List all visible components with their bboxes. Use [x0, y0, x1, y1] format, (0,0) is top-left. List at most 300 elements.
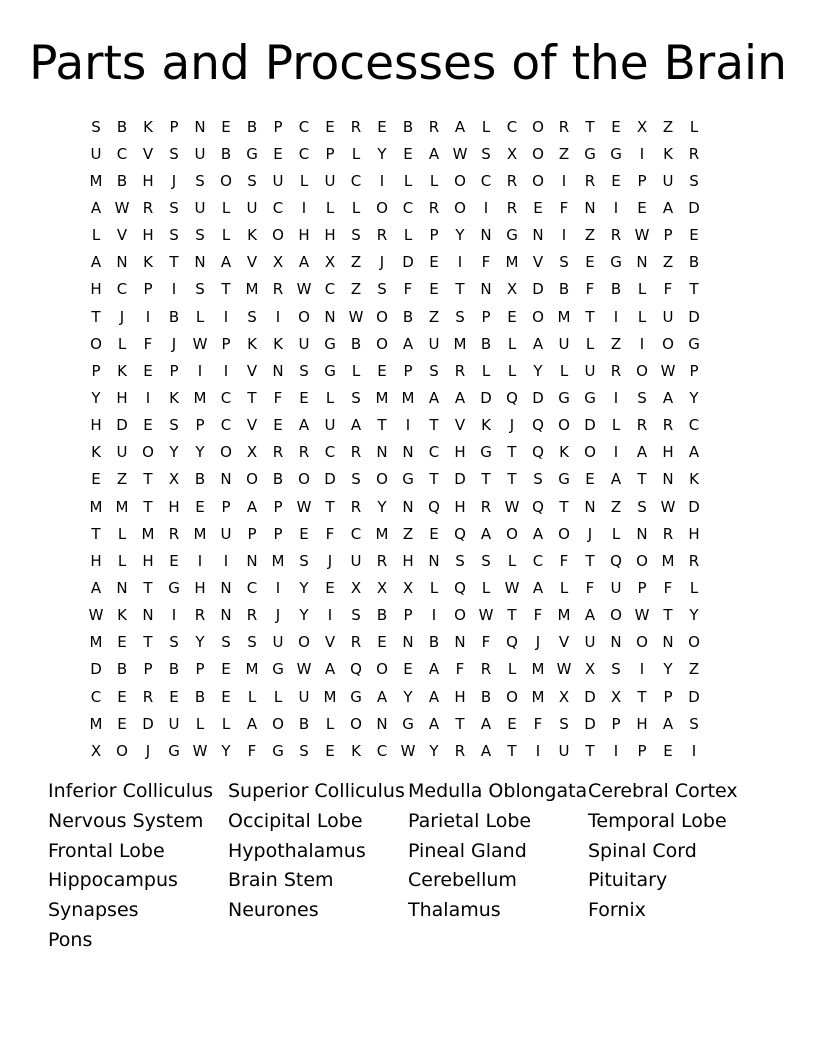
- word-bank-item: Pons: [48, 928, 93, 951]
- grid-letter: A: [662, 388, 674, 407]
- grid-letter: O: [298, 307, 310, 326]
- grid-letter: E: [585, 470, 595, 489]
- grid-row: [83, 602, 733, 629]
- grid-letter: S: [481, 551, 491, 570]
- grid-letter: M: [89, 171, 103, 190]
- grid-letter: C: [688, 416, 700, 435]
- grid-letter: N: [142, 606, 154, 625]
- grid-letter: M: [531, 660, 545, 679]
- grid-letter: A: [428, 388, 440, 407]
- grid-letter: D: [532, 280, 544, 299]
- grid-letter: I: [613, 388, 619, 407]
- grid-letter: S: [481, 144, 491, 163]
- grid-letter: H: [168, 497, 180, 516]
- grid-letter: L: [299, 171, 309, 190]
- grid-letter: E: [325, 741, 335, 760]
- grid-letter: C: [428, 443, 440, 462]
- grid-letter: I: [223, 551, 229, 570]
- grid-letter: S: [455, 307, 465, 326]
- grid-letter: U: [324, 416, 336, 435]
- grid-letter: E: [91, 470, 101, 489]
- grid-letter: P: [143, 280, 153, 299]
- grid-letter: D: [688, 497, 700, 516]
- grid-letter: N: [324, 307, 336, 326]
- grid-letter: T: [585, 117, 595, 136]
- grid-letter: V: [454, 416, 466, 435]
- grid-letter: B: [220, 144, 232, 163]
- grid-letter: X: [272, 253, 284, 272]
- grid-row: [83, 357, 733, 384]
- grid-row: [83, 629, 733, 656]
- grid-row: [83, 276, 733, 303]
- grid-letter: U: [194, 144, 206, 163]
- grid-letter: N: [532, 226, 544, 245]
- grid-letter: O: [584, 443, 596, 462]
- grid-letter: K: [351, 741, 361, 760]
- grid-letter: K: [481, 416, 491, 435]
- grid-letter: X: [610, 687, 622, 706]
- grid-letter: S: [169, 226, 179, 245]
- grid-letter: E: [403, 144, 413, 163]
- grid-letter: O: [454, 606, 466, 625]
- grid-letter: G: [610, 144, 622, 163]
- grid-letter: M: [557, 307, 571, 326]
- grid-letter: X: [324, 253, 336, 272]
- grid-letter: P: [637, 578, 647, 597]
- grid-letter: O: [220, 443, 232, 462]
- grid-letter: U: [246, 198, 258, 217]
- grid-letter: O: [532, 307, 544, 326]
- grid-letter: E: [273, 416, 283, 435]
- grid-letter: J: [171, 334, 177, 353]
- grid-letter: Y: [195, 633, 205, 652]
- grid-letter: M: [141, 524, 155, 543]
- grid-letter: S: [559, 714, 569, 733]
- grid-letter: D: [90, 660, 102, 679]
- grid-letter: B: [402, 307, 414, 326]
- grid-letter: I: [613, 307, 619, 326]
- grid-letter: P: [169, 361, 179, 380]
- grid-letter: T: [143, 497, 153, 516]
- grid-letter: G: [558, 470, 570, 489]
- grid-letter: X: [584, 660, 596, 679]
- grid-letter: G: [350, 687, 362, 706]
- grid-letter: Q: [454, 578, 466, 597]
- grid-letter: H: [324, 226, 336, 245]
- grid-row: [83, 113, 733, 140]
- grid-letter: S: [351, 470, 361, 489]
- grid-letter: A: [90, 198, 102, 217]
- grid-letter: H: [298, 226, 310, 245]
- grid-letter: U: [168, 714, 180, 733]
- grid-letter: S: [637, 497, 647, 516]
- grid-letter: E: [299, 388, 309, 407]
- grid-letter: D: [688, 687, 700, 706]
- grid-letter: D: [454, 470, 466, 489]
- grid-letter: Z: [688, 660, 700, 679]
- grid-letter: K: [273, 334, 283, 353]
- grid-letter: S: [195, 280, 205, 299]
- grid-row: [83, 439, 733, 466]
- grid-letter: Y: [689, 606, 699, 625]
- grid-letter: R: [246, 606, 258, 625]
- grid-letter: L: [481, 578, 491, 597]
- grid-letter: E: [637, 198, 647, 217]
- grid-letter: U: [298, 687, 310, 706]
- word-bank-item: Hypothalamus: [228, 839, 366, 862]
- grid-letter: C: [220, 388, 232, 407]
- grid-letter: N: [116, 578, 128, 597]
- grid-letter: N: [194, 253, 206, 272]
- grid-letter: S: [169, 144, 179, 163]
- grid-letter: G: [324, 334, 336, 353]
- grid-letter: S: [169, 633, 179, 652]
- grid-letter: L: [403, 226, 413, 245]
- grid-letter: K: [247, 334, 257, 353]
- grid-letter: H: [90, 416, 102, 435]
- grid-letter: H: [142, 551, 154, 570]
- grid-row: [83, 493, 733, 520]
- grid-letter: E: [507, 714, 517, 733]
- grid-letter: K: [169, 388, 179, 407]
- grid-letter: N: [402, 497, 414, 516]
- grid-letter: A: [428, 660, 440, 679]
- grid-letter: M: [245, 280, 259, 299]
- word-bank-item: Frontal Lobe: [48, 839, 165, 862]
- grid-letter: E: [221, 660, 231, 679]
- grid-letter: F: [247, 741, 257, 760]
- grid-letter: F: [559, 551, 569, 570]
- grid-letter: S: [377, 280, 387, 299]
- grid-letter: Q: [532, 443, 544, 462]
- grid-letter: T: [559, 497, 569, 516]
- grid-letter: Z: [662, 117, 674, 136]
- grid-letter: O: [272, 714, 284, 733]
- grid-letter: S: [299, 361, 309, 380]
- grid-letter: P: [221, 497, 231, 516]
- grid-letter: R: [480, 660, 492, 679]
- word-bank-item: Inferior Colliculus: [48, 780, 214, 802]
- grid-letter: F: [533, 714, 543, 733]
- grid-letter: E: [533, 198, 543, 217]
- grid-letter: C: [402, 198, 414, 217]
- grid-letter: O: [246, 470, 258, 489]
- grid-letter: M: [401, 388, 415, 407]
- grid-letter: W: [88, 606, 104, 625]
- grid-letter: C: [298, 144, 310, 163]
- grid-letter: P: [481, 307, 491, 326]
- grid-letter: Y: [195, 443, 205, 462]
- grid-letter: J: [379, 253, 385, 272]
- grid-letter: T: [507, 741, 517, 760]
- grid-letter: R: [610, 226, 622, 245]
- grid-letter: T: [507, 443, 517, 462]
- grid-letter: A: [454, 388, 466, 407]
- grid-letter: F: [481, 633, 491, 652]
- grid-letter: T: [377, 416, 387, 435]
- grid-letter: I: [431, 606, 437, 625]
- grid-letter: L: [429, 578, 439, 597]
- grid-letter: O: [688, 633, 700, 652]
- grid-letter: I: [639, 334, 645, 353]
- grid-letter: I: [327, 606, 333, 625]
- word-search-grid: [83, 113, 733, 764]
- grid-letter: Y: [169, 443, 179, 462]
- grid-letter: D: [688, 307, 700, 326]
- grid-letter: B: [168, 307, 180, 326]
- grid-letter: R: [272, 443, 284, 462]
- grid-letter: L: [637, 307, 647, 326]
- grid-letter: M: [323, 687, 337, 706]
- grid-letter: T: [585, 741, 595, 760]
- grid-letter: A: [428, 144, 440, 163]
- grid-letter: Y: [221, 741, 231, 760]
- grid-letter: L: [481, 117, 491, 136]
- grid-letter: U: [272, 633, 284, 652]
- grid-letter: L: [117, 551, 127, 570]
- word-bank-item: Brain Stem: [228, 869, 334, 892]
- grid-letter: X: [168, 470, 180, 489]
- grid-letter: Z: [662, 253, 674, 272]
- grid-letter: M: [193, 388, 207, 407]
- word-bank: [48, 779, 808, 958]
- grid-letter: X: [636, 117, 648, 136]
- grid-letter: T: [143, 633, 153, 652]
- grid-letter: E: [377, 361, 387, 380]
- grid-letter: V: [116, 226, 128, 245]
- grid-letter: U: [428, 334, 440, 353]
- grid-letter: R: [376, 226, 388, 245]
- page-title: Parts and Processes of the Brain: [29, 36, 787, 91]
- grid-letter: A: [350, 416, 362, 435]
- grid-letter: M: [193, 524, 207, 543]
- grid-letter: I: [171, 606, 177, 625]
- grid-row: [83, 710, 733, 737]
- grid-letter: O: [376, 198, 388, 217]
- grid-letter: V: [246, 416, 258, 435]
- grid-letter: S: [611, 660, 621, 679]
- grid-letter: Y: [403, 687, 413, 706]
- grid-letter: C: [116, 144, 128, 163]
- grid-letter: K: [559, 443, 569, 462]
- grid-row: [83, 656, 733, 683]
- grid-letter: J: [587, 524, 593, 543]
- grid-letter: N: [480, 226, 492, 245]
- grid-letter: Y: [429, 741, 439, 760]
- grid-letter: R: [272, 280, 284, 299]
- grid-letter: O: [532, 144, 544, 163]
- grid-letter: F: [663, 578, 673, 597]
- grid-letter: T: [169, 253, 179, 272]
- grid-letter: C: [220, 416, 232, 435]
- word-bank-item: Pineal Gland: [408, 839, 527, 862]
- grid-letter: B: [688, 253, 700, 272]
- grid-letter: P: [143, 660, 153, 679]
- grid-letter: H: [662, 443, 674, 462]
- grid-letter: V: [246, 253, 258, 272]
- grid-letter: A: [532, 578, 544, 597]
- grid-letter: B: [480, 334, 492, 353]
- grid-letter: C: [272, 198, 284, 217]
- grid-letter: Y: [377, 144, 387, 163]
- word-bank-item: Nervous System: [48, 809, 204, 832]
- word-bank-item: Medulla Oblongata: [408, 780, 588, 802]
- grid-letter: D: [584, 416, 596, 435]
- grid-letter: A: [584, 606, 596, 625]
- grid-letter: H: [116, 388, 128, 407]
- grid-letter: J: [171, 171, 177, 190]
- grid-letter: L: [637, 280, 647, 299]
- grid-letter: N: [428, 551, 440, 570]
- grid-letter: K: [143, 117, 153, 136]
- grid-letter: W: [556, 660, 572, 679]
- grid-letter: S: [221, 633, 231, 652]
- grid-letter: E: [299, 524, 309, 543]
- grid-letter: S: [195, 226, 205, 245]
- grid-letter: W: [660, 361, 676, 380]
- grid-letter: P: [273, 524, 283, 543]
- grid-letter: R: [584, 171, 596, 190]
- grid-letter: Y: [377, 497, 387, 516]
- grid-letter: B: [194, 470, 206, 489]
- grid-letter: R: [194, 606, 206, 625]
- grid-letter: L: [507, 334, 517, 353]
- grid-letter: R: [142, 687, 154, 706]
- grid-letter: D: [688, 198, 700, 217]
- grid-letter: O: [376, 307, 388, 326]
- grid-letter: T: [325, 497, 335, 516]
- grid-letter: R: [376, 551, 388, 570]
- grid-letter: G: [480, 443, 492, 462]
- grid-letter: N: [402, 633, 414, 652]
- grid-letter: M: [115, 497, 129, 516]
- grid-letter: G: [506, 226, 518, 245]
- grid-letter: N: [376, 714, 388, 733]
- grid-letter: C: [376, 741, 388, 760]
- grid-letter: I: [197, 551, 203, 570]
- grid-letter: C: [324, 443, 336, 462]
- word-bank-item: Hippocampus: [48, 869, 178, 892]
- grid-letter: X: [90, 741, 102, 760]
- grid-letter: O: [272, 226, 284, 245]
- grid-letter: T: [143, 470, 153, 489]
- grid-letter: K: [689, 470, 699, 489]
- grid-row: [83, 737, 733, 764]
- grid-letter: O: [532, 171, 544, 190]
- grid-letter: I: [145, 307, 151, 326]
- grid-letter: M: [505, 253, 519, 272]
- grid-letter: A: [246, 497, 258, 516]
- grid-letter: T: [143, 578, 153, 597]
- grid-letter: G: [688, 334, 700, 353]
- grid-letter: R: [688, 551, 700, 570]
- grid-letter: B: [194, 687, 206, 706]
- grid-letter: U: [116, 443, 128, 462]
- grid-row: [83, 194, 733, 221]
- grid-letter: A: [324, 660, 336, 679]
- grid-letter: R: [454, 361, 466, 380]
- grid-letter: E: [377, 117, 387, 136]
- grid-letter: G: [584, 144, 596, 163]
- grid-letter: C: [532, 551, 544, 570]
- grid-letter: B: [116, 171, 128, 190]
- grid-letter: B: [428, 633, 440, 652]
- grid-letter: W: [478, 606, 494, 625]
- grid-letter: I: [457, 253, 463, 272]
- grid-letter: O: [142, 443, 154, 462]
- grid-letter: E: [325, 578, 335, 597]
- grid-letter: O: [636, 361, 648, 380]
- grid-letter: V: [246, 361, 258, 380]
- grid-letter: O: [376, 470, 388, 489]
- grid-letter: I: [223, 361, 229, 380]
- grid-letter: F: [325, 524, 335, 543]
- grid-letter: Y: [455, 226, 465, 245]
- grid-letter: S: [351, 606, 361, 625]
- grid-letter: L: [221, 226, 231, 245]
- grid-letter: L: [611, 524, 621, 543]
- grid-letter: I: [639, 144, 645, 163]
- grid-letter: L: [221, 198, 231, 217]
- grid-letter: R: [506, 198, 518, 217]
- grid-letter: N: [584, 497, 596, 516]
- grid-letter: Y: [533, 361, 543, 380]
- grid-letter: C: [350, 171, 362, 190]
- grid-letter: T: [455, 280, 465, 299]
- grid-letter: L: [403, 171, 413, 190]
- grid-letter: J: [275, 606, 281, 625]
- grid-letter: L: [429, 171, 439, 190]
- grid-letter: G: [168, 741, 180, 760]
- grid-letter: T: [663, 606, 673, 625]
- grid-letter: B: [116, 117, 128, 136]
- grid-letter: D: [142, 714, 154, 733]
- grid-letter: P: [195, 660, 205, 679]
- word-bank-item: Superior Colliculus: [228, 780, 405, 802]
- grid-letter: Z: [610, 334, 622, 353]
- grid-letter: C: [246, 578, 258, 597]
- grid-letter: I: [223, 307, 229, 326]
- grid-letter: K: [663, 144, 673, 163]
- grid-letter: I: [145, 388, 151, 407]
- grid-letter: S: [689, 171, 699, 190]
- grid-letter: N: [662, 633, 674, 652]
- grid-letter: O: [662, 334, 674, 353]
- grid-letter: N: [272, 361, 284, 380]
- grid-letter: P: [273, 117, 283, 136]
- grid-letter: L: [559, 361, 569, 380]
- grid-letter: C: [90, 687, 102, 706]
- grid-letter: C: [324, 280, 336, 299]
- grid-letter: T: [91, 524, 101, 543]
- grid-letter: U: [584, 361, 596, 380]
- grid-letter: A: [220, 253, 232, 272]
- grid-letter: D: [402, 253, 414, 272]
- grid-letter: P: [637, 741, 647, 760]
- grid-letter: O: [636, 551, 648, 570]
- word-bank-item: Thalamus: [408, 899, 501, 922]
- grid-letter: P: [247, 524, 257, 543]
- grid-letter: B: [350, 334, 362, 353]
- grid-letter: E: [221, 687, 231, 706]
- grid-letter: G: [272, 660, 284, 679]
- grid-letter: Z: [350, 280, 362, 299]
- grid-letter: L: [611, 416, 621, 435]
- grid-letter: F: [273, 388, 283, 407]
- grid-row: [83, 384, 733, 411]
- grid-letter: L: [325, 198, 335, 217]
- grid-letter: E: [117, 633, 127, 652]
